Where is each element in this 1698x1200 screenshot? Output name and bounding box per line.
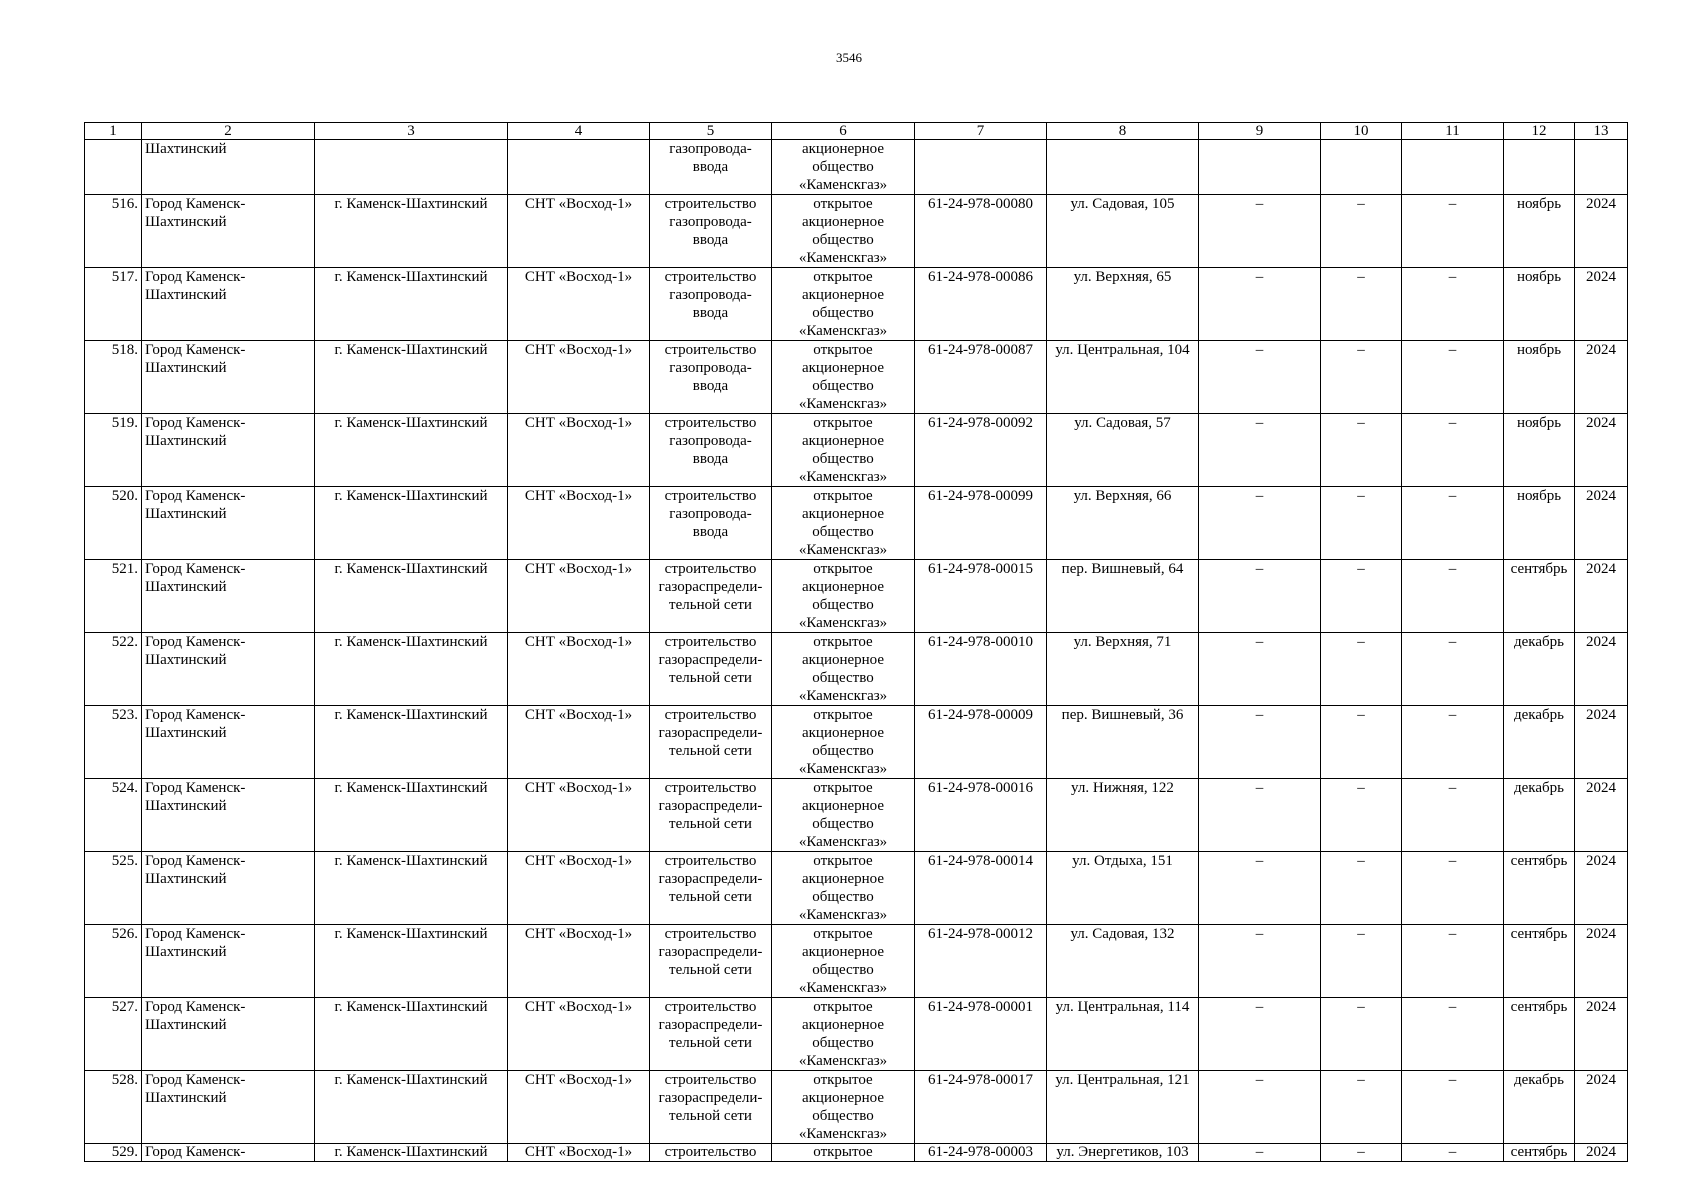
cell-col10: –	[1321, 268, 1402, 341]
cell-col9: –	[1199, 633, 1321, 706]
cell-municipality: Город Каменск- Шахтинский	[142, 268, 315, 341]
cell-col11: –	[1402, 779, 1504, 852]
cell-year: 2024	[1575, 1144, 1628, 1162]
cell-col9: –	[1199, 779, 1321, 852]
cell-col11: –	[1402, 925, 1504, 998]
cell-cadastral: 61-24-978-00099	[915, 487, 1047, 560]
cell-year: 2024	[1575, 706, 1628, 779]
cell-cadastral: 61-24-978-00016	[915, 779, 1047, 852]
cell-address: ул. Садовая, 105	[1047, 195, 1199, 268]
cell-col9: –	[1199, 560, 1321, 633]
cell-address: пер. Вишневый, 64	[1047, 560, 1199, 633]
cell-object: СНТ «Восход-1»	[508, 487, 650, 560]
cell-cadastral: 61-24-978-00086	[915, 268, 1047, 341]
cell-locality: г. Каменск-Шахтинский	[315, 925, 508, 998]
cell-col9: –	[1199, 268, 1321, 341]
cell-cadastral: 61-24-978-00080	[915, 195, 1047, 268]
cell-col11: –	[1402, 706, 1504, 779]
cell-address: ул. Нижняя, 122	[1047, 779, 1199, 852]
cell-work: газопровода- ввода	[650, 140, 772, 195]
cell-col11: –	[1402, 998, 1504, 1071]
table-row	[85, 706, 1628, 779]
cell-work: строительство газораспредели- тельной сети	[650, 925, 772, 998]
cell-org: открытое акционерное общество «Каменскгаз»	[772, 560, 915, 633]
col-header-8: 8	[1047, 123, 1199, 140]
col-header-3: 3	[315, 123, 508, 140]
cell-year: 2024	[1575, 779, 1628, 852]
cell-work: строительство газораспредели- тельной сети	[650, 779, 772, 852]
cell-locality: г. Каменск-Шахтинский	[315, 1144, 508, 1162]
cell-address: ул. Центральная, 121	[1047, 1071, 1199, 1144]
cell-col9: –	[1199, 414, 1321, 487]
cell-object: СНТ «Восход-1»	[508, 998, 650, 1071]
cell-col10: –	[1321, 1144, 1402, 1162]
cell-col10: –	[1321, 779, 1402, 852]
cell-municipality: Город Каменск- Шахтинский	[142, 852, 315, 925]
col-header-13: 13	[1575, 123, 1628, 140]
cell-month: сентябрь	[1504, 925, 1575, 998]
cell-col10: –	[1321, 925, 1402, 998]
cell-address: ул. Садовая, 57	[1047, 414, 1199, 487]
cell-num: 529.	[85, 1144, 142, 1162]
cell-num	[85, 140, 142, 195]
cell-municipality: Город Каменск- Шахтинский	[142, 633, 315, 706]
cell-cadastral: 61-24-978-00017	[915, 1071, 1047, 1144]
page-number: 3546	[836, 50, 862, 65]
cell-locality: г. Каменск-Шахтинский	[315, 560, 508, 633]
cell-num: 525.	[85, 852, 142, 925]
cell-locality: г. Каменск-Шахтинский	[315, 268, 508, 341]
table-row	[85, 341, 1628, 414]
cell-col11: –	[1402, 414, 1504, 487]
cell-col11: –	[1402, 341, 1504, 414]
cell-work: строительство газопровода- ввода	[650, 414, 772, 487]
cell-month: ноябрь	[1504, 268, 1575, 341]
col-header-1: 1	[85, 123, 142, 140]
cell-address	[1047, 140, 1199, 195]
cell-work: строительство газораспредели- тельной сети	[650, 706, 772, 779]
cell-col9: –	[1199, 195, 1321, 268]
cell-cadastral: 61-24-978-00012	[915, 925, 1047, 998]
cell-col11: –	[1402, 633, 1504, 706]
cell-cadastral: 61-24-978-00009	[915, 706, 1047, 779]
cell-work: строительство газораспредели- тельной сети	[650, 852, 772, 925]
cell-year: 2024	[1575, 414, 1628, 487]
cell-object: СНТ «Восход-1»	[508, 706, 650, 779]
cell-work: строительство газопровода- ввода	[650, 487, 772, 560]
cell-col11: –	[1402, 1071, 1504, 1144]
cell-year: 2024	[1575, 560, 1628, 633]
cell-municipality: Город Каменск- Шахтинский	[142, 195, 315, 268]
cell-org: открытое акционерное общество «Каменскгаз»	[772, 195, 915, 268]
cell-col9	[1199, 140, 1321, 195]
cell-work: строительство газопровода- ввода	[650, 195, 772, 268]
table-row-cut	[85, 1144, 1628, 1162]
cell-address: ул. Верхняя, 71	[1047, 633, 1199, 706]
col-header-12: 12	[1504, 123, 1575, 140]
cell-org: открытое	[772, 1144, 915, 1162]
cell-year: 2024	[1575, 998, 1628, 1071]
table-row	[85, 560, 1628, 633]
cell-cadastral: 61-24-978-00015	[915, 560, 1047, 633]
cell-month	[1504, 140, 1575, 195]
cell-num: 521.	[85, 560, 142, 633]
cell-year	[1575, 140, 1628, 195]
cell-municipality: Город Каменск- Шахтинский	[142, 998, 315, 1071]
cell-year: 2024	[1575, 852, 1628, 925]
cell-object: СНТ «Восход-1»	[508, 852, 650, 925]
cell-col10: –	[1321, 852, 1402, 925]
cell-col11: –	[1402, 852, 1504, 925]
cell-municipality: Город Каменск- Шахтинский	[142, 779, 315, 852]
cell-cadastral: 61-24-978-00003	[915, 1144, 1047, 1162]
cell-cadastral: 61-24-978-00010	[915, 633, 1047, 706]
cell-num: 522.	[85, 633, 142, 706]
cell-municipality: Шахтинский	[142, 140, 315, 195]
cell-col9: –	[1199, 706, 1321, 779]
cell-col10: –	[1321, 633, 1402, 706]
cell-num: 524.	[85, 779, 142, 852]
cell-object: СНТ «Восход-1»	[508, 268, 650, 341]
cell-col9: –	[1199, 852, 1321, 925]
cell-org: акционерное общество «Каменскгаз»	[772, 140, 915, 195]
cell-year: 2024	[1575, 195, 1628, 268]
cell-year: 2024	[1575, 633, 1628, 706]
cell-locality: г. Каменск-Шахтинский	[315, 487, 508, 560]
cell-col10: –	[1321, 706, 1402, 779]
cell-locality: г. Каменск-Шахтинский	[315, 341, 508, 414]
col-header-7: 7	[915, 123, 1047, 140]
table-row	[85, 779, 1628, 852]
cell-col9: –	[1199, 487, 1321, 560]
cell-cadastral: 61-24-978-00087	[915, 341, 1047, 414]
table-row	[85, 1071, 1628, 1144]
cell-month: сентябрь	[1504, 852, 1575, 925]
cell-year: 2024	[1575, 341, 1628, 414]
cell-num: 523.	[85, 706, 142, 779]
table-row	[85, 487, 1628, 560]
cell-col10: –	[1321, 560, 1402, 633]
cell-address: ул. Отдыха, 151	[1047, 852, 1199, 925]
cell-month: ноябрь	[1504, 414, 1575, 487]
cell-org: открытое акционерное общество «Каменскгаз»	[772, 268, 915, 341]
cell-col9: –	[1199, 1144, 1321, 1162]
cell-object: СНТ «Восход-1»	[508, 1144, 650, 1162]
cell-num: 526.	[85, 925, 142, 998]
cell-col11: –	[1402, 268, 1504, 341]
cell-year: 2024	[1575, 925, 1628, 998]
cell-org: открытое акционерное общество «Каменскгаз»	[772, 487, 915, 560]
cell-municipality: Город Каменск- Шахтинский	[142, 560, 315, 633]
cell-work: строительство	[650, 1144, 772, 1162]
table-row-continued	[85, 140, 1628, 195]
cell-object: СНТ «Восход-1»	[508, 633, 650, 706]
cell-num: 520.	[85, 487, 142, 560]
cell-work: строительство газораспредели- тельной сети	[650, 998, 772, 1071]
col-header-11: 11	[1402, 123, 1504, 140]
cell-work: строительство газопровода- ввода	[650, 268, 772, 341]
cell-locality: г. Каменск-Шахтинский	[315, 706, 508, 779]
cell-object: СНТ «Восход-1»	[508, 341, 650, 414]
cell-municipality: Город Каменск- Шахтинский	[142, 925, 315, 998]
cell-locality: г. Каменск-Шахтинский	[315, 414, 508, 487]
cell-num: 518.	[85, 341, 142, 414]
cell-month: ноябрь	[1504, 341, 1575, 414]
cell-org: открытое акционерное общество «Каменскгаз»	[772, 998, 915, 1071]
cell-month: декабрь	[1504, 706, 1575, 779]
cell-object: СНТ «Восход-1»	[508, 560, 650, 633]
cell-col9: –	[1199, 1071, 1321, 1144]
cell-month: ноябрь	[1504, 487, 1575, 560]
cell-cadastral	[915, 140, 1047, 195]
cell-object	[508, 140, 650, 195]
cell-work: строительство газораспредели- тельной сети	[650, 560, 772, 633]
cell-year: 2024	[1575, 487, 1628, 560]
cell-month: декабрь	[1504, 779, 1575, 852]
cell-municipality: Город Каменск- Шахтинский	[142, 706, 315, 779]
cell-month: сентябрь	[1504, 1144, 1575, 1162]
cell-address: пер. Вишневый, 36	[1047, 706, 1199, 779]
table-row	[85, 925, 1628, 998]
cell-col11: –	[1402, 1144, 1504, 1162]
cell-municipality: Город Каменск- Шахтинский	[142, 1071, 315, 1144]
cell-col9: –	[1199, 998, 1321, 1071]
cell-col11	[1402, 140, 1504, 195]
table-row	[85, 633, 1628, 706]
cell-org: открытое акционерное общество «Каменскгаз»	[772, 925, 915, 998]
cell-municipality: Город Каменск- Шахтинский	[142, 414, 315, 487]
cell-address: ул. Садовая, 132	[1047, 925, 1199, 998]
cell-object: СНТ «Восход-1»	[508, 195, 650, 268]
cell-org: открытое акционерное общество «Каменскгаз»	[772, 1071, 915, 1144]
col-header-4: 4	[508, 123, 650, 140]
cell-year: 2024	[1575, 268, 1628, 341]
cell-org: открытое акционерное общество «Каменскгаз»	[772, 706, 915, 779]
cell-address: ул. Верхняя, 66	[1047, 487, 1199, 560]
cell-col10: –	[1321, 414, 1402, 487]
registry-table	[84, 122, 1628, 1162]
table-row	[85, 414, 1628, 487]
cell-col10: –	[1321, 487, 1402, 560]
cell-object: СНТ «Восход-1»	[508, 779, 650, 852]
cell-num: 517.	[85, 268, 142, 341]
cell-month: декабрь	[1504, 1071, 1575, 1144]
cell-col11: –	[1402, 487, 1504, 560]
cell-col10: –	[1321, 341, 1402, 414]
cell-address: ул. Центральная, 104	[1047, 341, 1199, 414]
cell-cadastral: 61-24-978-00001	[915, 998, 1047, 1071]
cell-col9: –	[1199, 925, 1321, 998]
cell-col10: –	[1321, 1071, 1402, 1144]
cell-object: СНТ «Восход-1»	[508, 925, 650, 998]
cell-work: строительство газораспредели- тельной сети	[650, 633, 772, 706]
cell-object: СНТ «Восход-1»	[508, 414, 650, 487]
header-row	[85, 123, 1628, 140]
cell-month: сентябрь	[1504, 560, 1575, 633]
cell-col11: –	[1402, 195, 1504, 268]
table-row	[85, 195, 1628, 268]
cell-col9: –	[1199, 341, 1321, 414]
cell-num: 527.	[85, 998, 142, 1071]
cell-col10: –	[1321, 195, 1402, 268]
cell-locality: г. Каменск-Шахтинский	[315, 852, 508, 925]
cell-address: ул. Центральная, 114	[1047, 998, 1199, 1071]
table-row	[85, 852, 1628, 925]
cell-work: строительство газораспредели- тельной сети	[650, 1071, 772, 1144]
cell-locality: г. Каменск-Шахтинский	[315, 195, 508, 268]
cell-locality: г. Каменск-Шахтинский	[315, 998, 508, 1071]
cell-work: строительство газопровода- ввода	[650, 341, 772, 414]
table-body	[85, 140, 1628, 1162]
cell-address: ул. Верхняя, 65	[1047, 268, 1199, 341]
cell-object: СНТ «Восход-1»	[508, 1071, 650, 1144]
col-header-2: 2	[142, 123, 315, 140]
cell-municipality: Город Каменск- Шахтинский	[142, 487, 315, 560]
cell-locality: г. Каменск-Шахтинский	[315, 779, 508, 852]
table-row	[85, 998, 1628, 1071]
cell-locality	[315, 140, 508, 195]
cell-org: открытое акционерное общество «Каменскгаз»	[772, 852, 915, 925]
col-header-6: 6	[772, 123, 915, 140]
cell-col10	[1321, 140, 1402, 195]
cell-org: открытое акционерное общество «Каменскгаз»	[772, 341, 915, 414]
cell-month: декабрь	[1504, 633, 1575, 706]
col-header-10: 10	[1321, 123, 1402, 140]
cell-locality: г. Каменск-Шахтинский	[315, 633, 508, 706]
table-container	[84, 122, 1627, 1160]
cell-municipality: Город Каменск- Шахтинский	[142, 341, 315, 414]
cell-col10: –	[1321, 998, 1402, 1071]
cell-col11: –	[1402, 560, 1504, 633]
cell-org: открытое акционерное общество «Каменскгаз»	[772, 779, 915, 852]
cell-num: 528.	[85, 1071, 142, 1144]
cell-org: открытое акционерное общество «Каменскгаз»	[772, 633, 915, 706]
cell-address: ул. Энергетиков, 103	[1047, 1144, 1199, 1162]
cell-municipality: Город Каменск-	[142, 1144, 315, 1162]
cell-locality: г. Каменск-Шахтинский	[315, 1071, 508, 1144]
cell-year: 2024	[1575, 1071, 1628, 1144]
col-header-5: 5	[650, 123, 772, 140]
cell-org: открытое акционерное общество «Каменскгаз»	[772, 414, 915, 487]
cell-month: ноябрь	[1504, 195, 1575, 268]
cell-cadastral: 61-24-978-00014	[915, 852, 1047, 925]
col-header-9: 9	[1199, 123, 1321, 140]
cell-month: сентябрь	[1504, 998, 1575, 1071]
cell-num: 519.	[85, 414, 142, 487]
cell-num: 516.	[85, 195, 142, 268]
table-row	[85, 268, 1628, 341]
cell-cadastral: 61-24-978-00092	[915, 414, 1047, 487]
